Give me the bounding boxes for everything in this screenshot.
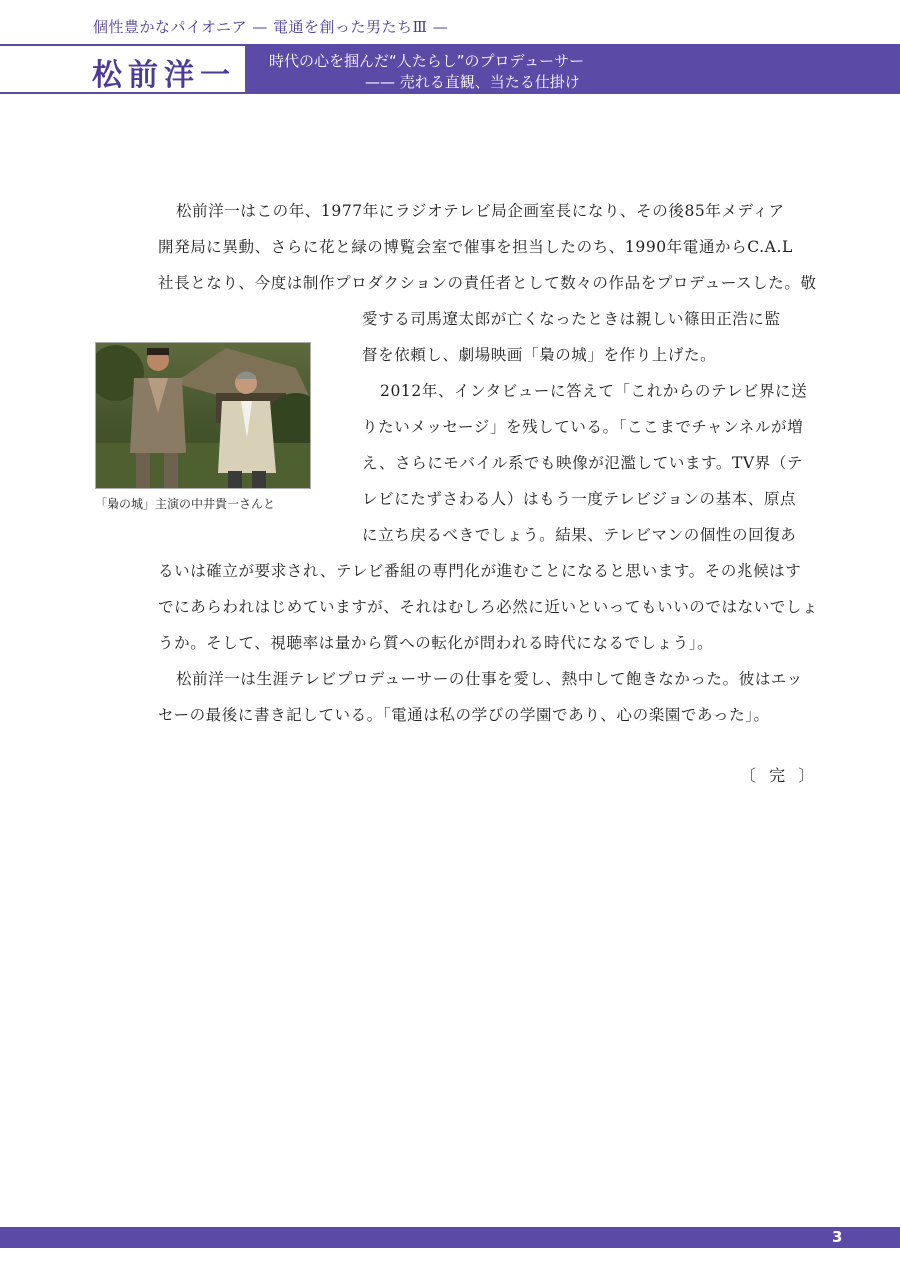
subtitle-line-2: —— 売れる直観、当たる仕掛け	[365, 73, 580, 91]
footer-bar	[0, 1227, 900, 1248]
name-box	[0, 44, 247, 94]
para2-line-8: うか。そして、視聴率は量から質への転化が問われる時代になるでしょう」。	[158, 634, 714, 652]
para2-line-2: りたいメッセージ」を残している。「ここまでチャンネルが増	[362, 418, 804, 436]
para3-line-2: セーの最後に書き記している。「電通は私の学びの学園であり、心の楽園であった」。	[158, 706, 770, 724]
page-number: 3	[832, 1228, 843, 1246]
para2-line-4: レビにたずさわる人）はもう一度テレビジョンの基本、原点	[362, 490, 797, 508]
photo-caption: 「梟の城」主演の中井貴一さんと	[95, 497, 276, 511]
series-title: 個性豊かなパイオニア — 電通を創った男たちⅢ —	[93, 18, 449, 36]
photo-image	[96, 343, 310, 488]
subtitle-line-1: 時代の心を掴んだ“人たらし”のプロデューサー	[269, 52, 585, 70]
para2-line-1: 2012年、インタビューに答えて「これからのテレビ界に送	[380, 382, 808, 400]
page-header	[0, 44, 900, 92]
para1-line-1: 松前洋一はこの年、1977年にラジオテレビ局企画室長になり、その後85年メディア	[176, 202, 785, 220]
para3-line-1: 松前洋一は生涯テレビプロデューサーの仕事を愛し、熱中して飽きなかった。彼はエッ	[176, 670, 803, 688]
para1-line-5: 督を依頼し、劇場映画「梟の城」を作り上げた。	[362, 346, 717, 364]
para1-line-2: 開発局に異動、さらに花と緑の博覧会室で催事を担当したのち、1990年電通からC.A.L	[158, 238, 793, 256]
para1-line-3: 社長となり、今度は制作プロダクションの責任者として数々の作品をプロデュースした。敬	[158, 274, 817, 292]
subtitle-band	[247, 44, 900, 94]
para2-line-3: え、さらにモバイル系でも映像が氾濫しています。TV界（テ	[362, 454, 804, 472]
para1-line-4: 愛する司馬遼太郎が亡くなったときは親しい篠田正浩に監	[362, 310, 781, 328]
end-mark: 〔 完 〕	[740, 766, 819, 785]
para2-line-6: るいは確立が要求され、テレビ番組の専門化が進むことになると思います。その兆候はす	[158, 562, 802, 580]
para2-line-5: に立ち戻るべきでしょう。結果、テレビマンの個性の回復あ	[362, 526, 797, 544]
para2-line-7: でにあらわれはじめていますが、それはむしろ必然に近いといってもいいのではないでしょ	[158, 598, 819, 616]
photo-nakai-kiichi	[95, 342, 311, 489]
person-name: 松前洋一	[92, 58, 236, 93]
